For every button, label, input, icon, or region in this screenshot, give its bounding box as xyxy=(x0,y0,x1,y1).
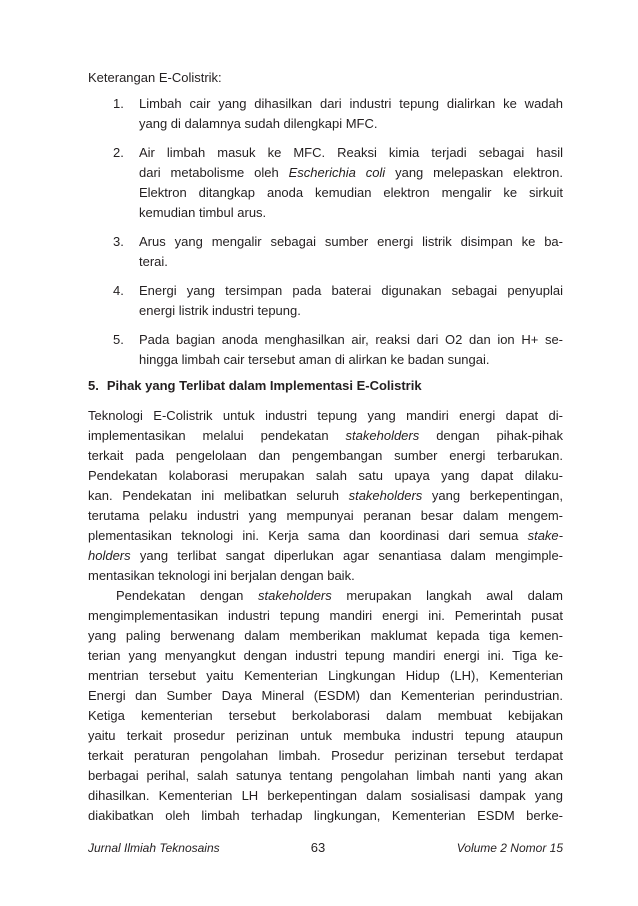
text-run: yang melepaskan elektron. xyxy=(385,165,563,180)
paragraph-line xyxy=(88,446,563,466)
paragraph-line xyxy=(88,686,563,706)
page-body xyxy=(88,68,563,826)
text-run: kemudian timbul arus. xyxy=(139,205,267,220)
list-item-line xyxy=(139,143,563,163)
italic-term: stakeholders xyxy=(258,588,332,603)
paragraph-line xyxy=(88,606,563,626)
paragraph-line xyxy=(88,566,563,586)
text-run: dihasilkan. Kementerian LH berkepentingan dalam sosialisasi dampak yang xyxy=(88,788,563,803)
list-item xyxy=(88,330,563,370)
text-run: terkait peraturan pengolahan limbah. Prosedur perizinan tersebut terdapat xyxy=(88,748,563,763)
paragraph-line xyxy=(88,626,563,646)
list-item-number: 4. xyxy=(113,283,124,298)
italic-term: Escherichia coli xyxy=(288,165,386,180)
italic-term: stakeholders xyxy=(345,428,420,443)
text-run: terian yang menyangkut dengan industri tepung mandiri energi ini. Tiga ke- xyxy=(88,648,563,663)
list-item xyxy=(88,143,563,223)
paragraph-line xyxy=(88,486,563,506)
paragraph-line xyxy=(88,506,563,526)
text-run: mengimplementasikan industri tepung mandiri energi ini. Pemerintah pusat xyxy=(88,608,563,623)
list-item-text xyxy=(139,281,563,321)
text-run: merupakan langkah awal dalam xyxy=(331,588,564,603)
text-run: Energi dan Sumber Daya Mineral (ESDM) dan Kementerian perindustrian. xyxy=(88,688,563,703)
text-run: mentrian tersebut yaitu Kementerian Lingkungan Hidup (LH), Kementerian xyxy=(88,668,563,683)
list-item-number: 2. xyxy=(113,145,124,160)
text-run: dengan pihak-pihak xyxy=(419,428,564,443)
paragraph-line xyxy=(88,746,563,766)
list-item-line xyxy=(139,281,563,301)
text-run: berbagai perihal, salah satunya tentang pengolahan limbah nanti yang akan xyxy=(88,768,563,783)
list-item-line xyxy=(139,232,563,252)
footer-page-number: 63 xyxy=(310,840,326,855)
text-run: hingga limbah cair tersebut aman di alirkan ke badan sungai. xyxy=(139,352,490,367)
paragraph-line xyxy=(88,406,563,426)
text-run: Elektron ditangkap anoda kemudian elektron mengalir ke sirkuit xyxy=(139,185,563,200)
italic-term: stakeholders xyxy=(348,488,423,503)
list-item xyxy=(88,281,563,321)
section-body xyxy=(88,406,563,826)
paragraph-line xyxy=(88,666,563,686)
list-item-text xyxy=(139,94,563,134)
text-run: energi listrik industri tepung. xyxy=(139,303,301,318)
list-item xyxy=(88,94,563,134)
text-run: Arus yang mengalir sebagai sumber energi listrik disimpan ke ba- xyxy=(139,234,563,249)
text-run: implementasikan melalui pendekatan xyxy=(88,428,346,443)
list-item-number: 1. xyxy=(113,96,124,111)
text-run: Pendekatan kolaborasi merupakan salah satu upaya yang dapat dilaku- xyxy=(88,468,563,483)
section-heading xyxy=(88,376,563,396)
text-run: terai. xyxy=(139,254,168,269)
page-footer xyxy=(88,838,563,858)
text-run: yang di dalamnya sudah dilengkapi MFC. xyxy=(139,116,378,131)
paragraph-line xyxy=(88,526,563,546)
text-run: plementasikan teknologi ini. Kerja sama dan koordinasi dari semua xyxy=(88,528,528,543)
paragraph-line xyxy=(88,786,563,806)
paragraph-line xyxy=(88,766,563,786)
text-run: yang terlibat sangat diperlukan agar senantiasa dalam mengimple- xyxy=(130,548,563,563)
text-run: Limbah cair yang dihasilkan dari industri tepung dialirkan ke wadah xyxy=(139,96,563,111)
italic-term: holders xyxy=(88,548,131,563)
footer-journal-name: Jurnal Ilmiah Teknosains xyxy=(88,841,220,855)
list-item-text xyxy=(139,143,563,223)
list-item-line xyxy=(139,252,563,272)
paragraph-line xyxy=(88,586,563,606)
italic-term: stake- xyxy=(527,528,563,543)
text-run: dari metabolisme oleh xyxy=(139,165,289,180)
text-run: Ketiga kementerian tersebut berkolaborasi dalam membuat kebijakan xyxy=(88,708,563,723)
text-run: Energi yang tersimpan pada baterai digunakan sebagai penyuplai xyxy=(139,283,563,298)
paragraph-line xyxy=(88,806,563,826)
text-run: diakibatkan oleh limbah terhadap lingkungan, Kementerian ESDM berke- xyxy=(88,808,563,823)
paragraph-line xyxy=(88,546,563,566)
paragraph-line xyxy=(88,646,563,666)
process-steps-list xyxy=(88,94,563,370)
list-item-text xyxy=(139,232,563,272)
section-title: Pihak yang Terlibat dalam Implementasi E-Colistrik xyxy=(106,378,422,393)
list-item-line xyxy=(139,183,563,203)
list-item-text xyxy=(139,330,563,370)
text-run: yang paling berwenang dalam memberikan maklumat kepada tiga kemen- xyxy=(88,628,563,643)
paragraph-line xyxy=(88,706,563,726)
text-run: Pada bagian anoda menghasilkan air, reaksi dari O2 dan ion H+ se- xyxy=(139,332,563,347)
text-run: mentasikan teknologi ini berjalan dengan baik. xyxy=(88,568,355,583)
section-number: 5. xyxy=(88,378,99,393)
text-run: kan. Pendekatan ini melibatkan seluruh xyxy=(88,488,349,503)
text-run: yang berkepentingan, xyxy=(422,488,563,503)
body-paragraph xyxy=(88,586,563,826)
paragraph-line xyxy=(88,726,563,746)
list-caption: Keterangan E-Colistrik: xyxy=(88,70,222,85)
list-item-line xyxy=(139,94,563,114)
text-run: Pendekatan dengan xyxy=(116,588,259,603)
list-item-line xyxy=(139,330,563,350)
list-item-line xyxy=(139,203,563,223)
text-run: yaitu terkait prosedur perizinan untuk membuka industri tepung ataupun xyxy=(88,728,563,743)
list-item-line xyxy=(139,301,563,321)
list-item-line xyxy=(139,350,563,370)
text-run: terutama pelaku industri yang mempunyai peranan besar dalam mengem- xyxy=(88,508,563,523)
list-item-number: 5. xyxy=(113,332,124,347)
paragraph-line xyxy=(88,466,563,486)
list-item-line xyxy=(139,163,563,183)
text-run: Teknologi E-Colistrik untuk industri tepung yang mandiri energi dapat di- xyxy=(88,408,563,423)
paragraph-line xyxy=(88,426,563,446)
list-item-number: 3. xyxy=(113,234,124,249)
text-run: Air limbah masuk ke MFC. Reaksi kimia terjadi sebagai hasil xyxy=(139,145,563,160)
text-run: terkait pada pengelolaan dan pengembangan sumber energi terbarukan. xyxy=(88,448,563,463)
footer-volume: Volume 2 Nomor 15 xyxy=(456,841,563,855)
list-item-line xyxy=(139,114,563,134)
list-item xyxy=(88,232,563,272)
body-paragraph xyxy=(88,406,563,586)
